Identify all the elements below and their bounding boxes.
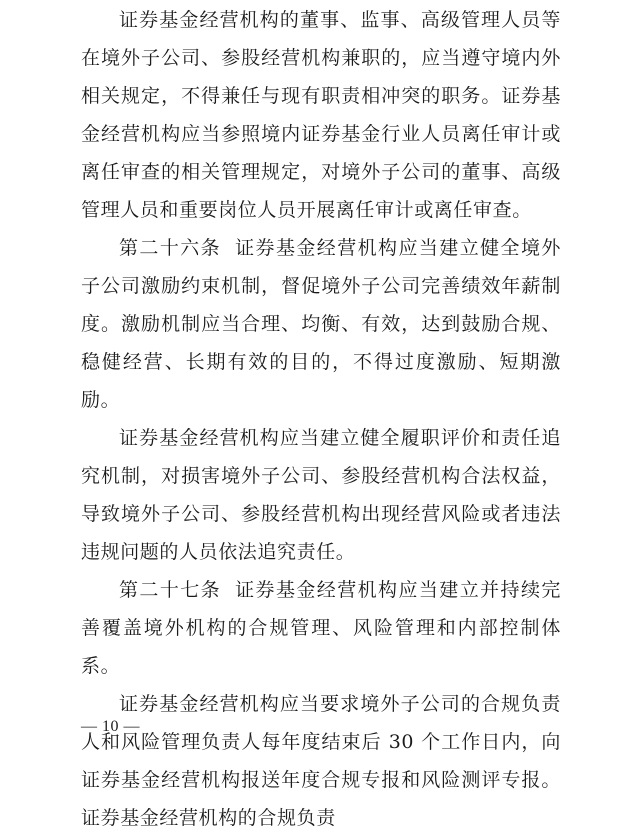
document-body [81, 1, 561, 837]
paragraph-5 [81, 685, 561, 837]
paragraph-article-27 [81, 571, 561, 685]
paragraph-article-26 [81, 229, 561, 419]
paragraph-text: 证券基金经营机构应当建立健全境外子公司激励约束机制，督促境外子公司完善绩效年薪制度。激励机制应当合理、均衡、有效，达到鼓励合规、稳健经营、长期有效的目的，不得过度激励、短期激励。 [81, 237, 561, 411]
paragraph-text: 证券基金经营机构应当要求境外子公司的合规负责人和风险管理负责人每年度结束后 30 个工作日内，向证券基金经营机构报送年度合规专报和风险测评专报。证券基金经营机构的合规负责 [81, 693, 561, 829]
article-number: 第二十六条 [119, 237, 222, 259]
paragraph-text: 证券基金经营机构的董事、监事、高级管理人员等在境外子公司、参股经营机构兼职的，应当遵守境内外相关规定，不得兼任与现有职责相冲突的职务。证券基金经营机构应当参照境内证券基金行业人员离任审计或离任审查的相关管理规定，对境外子公司的董事、高级管理人员和重要岗位人员开展离任审计或离任审查。 [81, 9, 561, 221]
paragraph-text: 证券基金经营机构应当建立并持续完善覆盖境外机构的合规管理、风险管理和内部控制体系。 [81, 579, 561, 677]
paragraph-text: 证券基金经营机构应当建立健全履职评价和责任追究机制，对损害境外子公司、参股经营机构合法权益，导致境外子公司、参股经营机构出现经营风险或者违法违规问题的人员依法追究责任。 [81, 427, 561, 563]
paragraph-3 [81, 419, 561, 571]
article-number: 第二十七条 [119, 579, 222, 601]
page-number: — 10 — [81, 718, 140, 735]
paragraph-1 [81, 1, 561, 229]
